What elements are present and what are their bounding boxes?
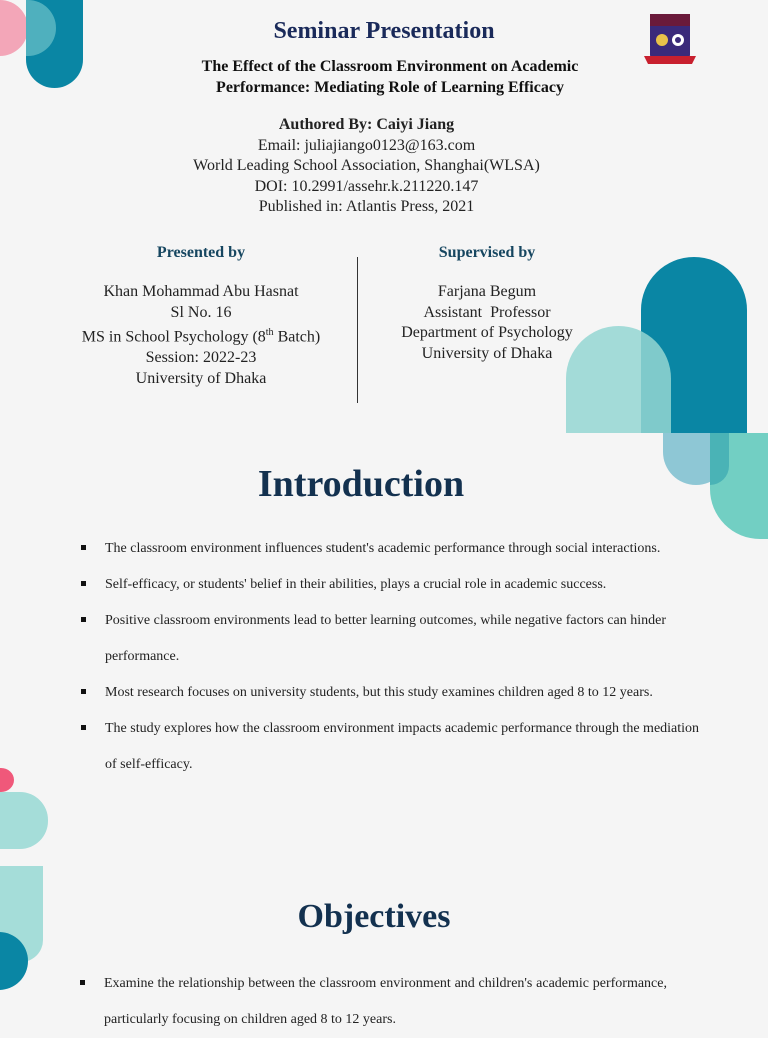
presenter-sl: Sl No. 16	[170, 303, 232, 321]
presenter-name: Khan Mohammad Abu Hasnat	[103, 283, 299, 300]
presented-by-section	[50, 244, 352, 389]
objectives-list	[80, 966, 667, 1038]
list-item: Positive classroom environments lead to better learning outcomes, while negative factors can hinder	[81, 603, 751, 639]
bullet-icon	[81, 725, 86, 730]
page-title: Seminar Presentation	[273, 18, 495, 44]
presented-by-heading: Presented by	[156, 244, 246, 261]
supervisor-university: University of Dhaka	[421, 344, 553, 362]
paper-title	[150, 56, 630, 98]
author-email: Email: juliajiango0123@163.com	[257, 136, 476, 154]
decor-pink-dot	[0, 768, 14, 792]
paper-title-line2: Performance: Mediating Role of Learning Efficacy	[216, 79, 564, 96]
presenter-program: MS in School Psychology (8th Batch)	[81, 327, 321, 346]
supervisor-department: Department of Psychology	[401, 324, 573, 342]
supervisor-name: Farjana Begum	[437, 283, 537, 300]
introduction-list	[81, 531, 751, 783]
column-divider	[357, 257, 358, 403]
supervised-by-heading: Supervised by	[438, 244, 536, 261]
presenter-session: Session: 2022-23	[145, 349, 257, 367]
introduction-heading: Introduction	[257, 463, 465, 505]
list-item: Examine the relationship between the classroom environment and children's academic performance, particularly focusing on children aged 8 to 12 years.	[80, 966, 667, 1038]
paper-title-line1: The Effect of the Classroom Environment on Academic	[201, 58, 579, 75]
list-item: The study explores how the classroom environment impacts academic performance through the mediation	[81, 711, 751, 747]
bullet-icon	[81, 617, 86, 622]
objectives-heading: Objectives	[297, 898, 451, 935]
decor-mint-capsule	[0, 792, 48, 849]
authored-by: Authored By: Caiyi Jiang	[278, 116, 455, 133]
list-item: Most research focuses on university students, but this study examines children aged 8 to 12 years.	[81, 675, 751, 711]
bullet-icon	[80, 980, 85, 985]
published-in: Published in: Atlantis Press, 2021	[258, 198, 475, 215]
bullet-icon	[81, 545, 86, 550]
list-item-continuation: of self-efficacy.	[105, 757, 193, 772]
supervised-by-section	[377, 244, 597, 364]
author-block	[0, 115, 733, 218]
doi: DOI: 10.2991/assehr.k.211220.147	[254, 177, 479, 195]
list-item-continuation: performance.	[105, 649, 180, 664]
bullet-icon	[81, 689, 86, 694]
presenter-university: University of Dhaka	[135, 369, 267, 387]
supervisor-title: Assistant Professor	[423, 303, 551, 321]
list-item: The classroom environment influences student's academic performance through social interactions.	[81, 531, 751, 567]
list-item: Self-efficacy, or students' belief in their abilities, plays a crucial role in academic success.	[81, 567, 751, 603]
author-affiliation: World Leading School Association, Shanghai(WLSA)	[193, 157, 540, 174]
bullet-icon	[81, 581, 86, 586]
